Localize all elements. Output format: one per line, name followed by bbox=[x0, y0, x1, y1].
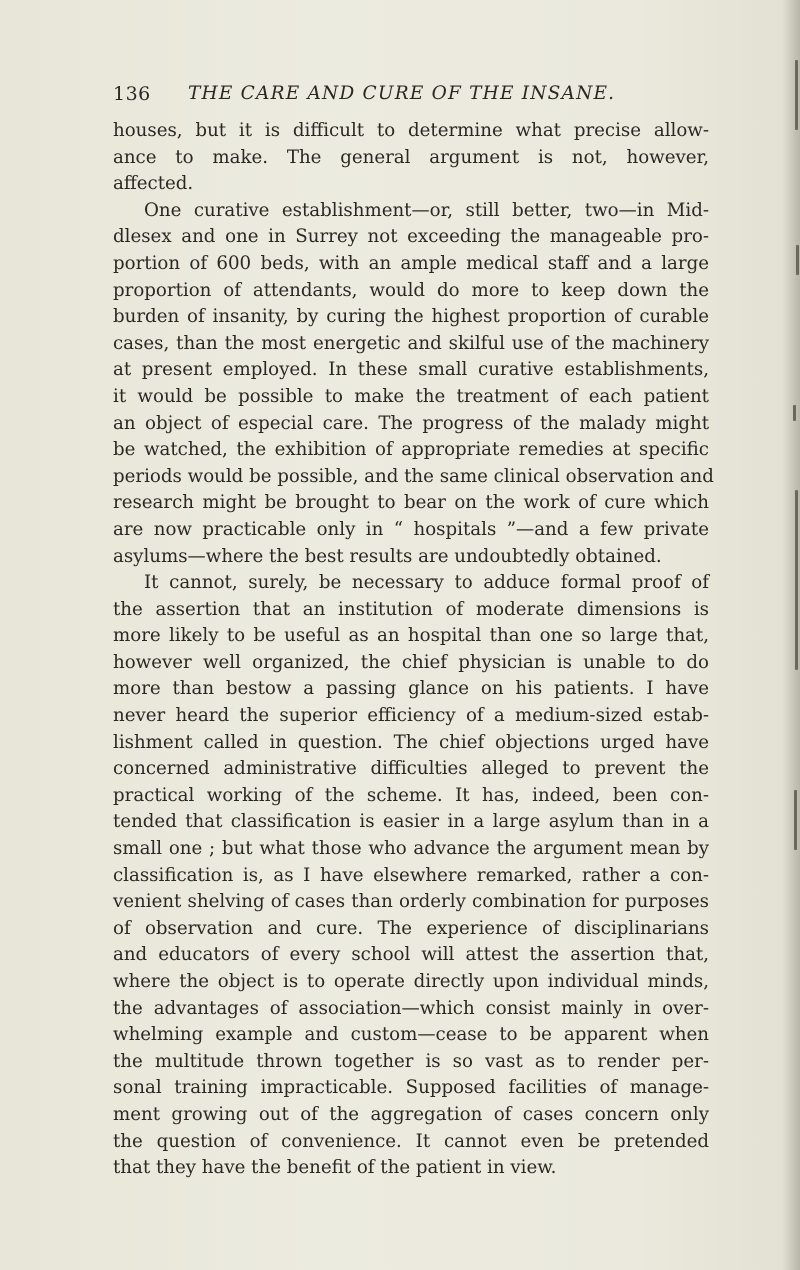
text-line: ance to make. The general argument is not, however, bbox=[113, 146, 709, 168]
text-line: proportion of attendants, would do more to keep down the bbox=[113, 279, 709, 301]
text-line: sonal training impracticable. Supposed facilities of manage- bbox=[113, 1077, 709, 1099]
text-line: small one ; but what those who advance the argument mean by bbox=[113, 838, 709, 860]
text-line: more likely to be useful as an hospital than one so large that, bbox=[113, 625, 709, 647]
text-line: an object of especial care. The progress of the malady might bbox=[113, 412, 709, 434]
text-line: dlesex and one in Surrey not exceeding the manageable pro- bbox=[113, 226, 709, 248]
text-line: practical working of the scheme. It has, indeed, been con- bbox=[113, 784, 709, 806]
text-line: at present employed. In these small curative establishments, bbox=[113, 359, 709, 381]
text-line: the question of convenience. It cannot even be pretended bbox=[113, 1130, 709, 1152]
text-line: One curative establishment—or, still better, two—in Mid- bbox=[144, 199, 709, 221]
edge-mark bbox=[795, 490, 798, 670]
text-line: that they have the benefit of the patient in view. bbox=[113, 1157, 557, 1179]
text-line: the advantages of association—which consist mainly in over- bbox=[113, 997, 709, 1019]
edge-mark bbox=[794, 790, 797, 850]
text-line: It cannot, surely, be necessary to adduce formal proof of bbox=[144, 572, 709, 594]
edge-mark bbox=[796, 245, 799, 275]
text-line: of observation and cure. The experience of disciplinarians bbox=[113, 917, 709, 939]
text-line: never heard the superior efficiency of a medium-sized estab- bbox=[113, 705, 709, 727]
text-line: asylums—where the best results are undoubtedly obtained. bbox=[113, 545, 662, 567]
text-line: be watched, the exhibition of appropriate remedies at specific bbox=[113, 439, 709, 461]
text-line: periods would be possible, and the same clinical observation and bbox=[113, 465, 714, 487]
text-line: houses, but it is difficult to determine what precise allow- bbox=[113, 120, 709, 141]
body-text bbox=[113, 118, 713, 1182]
text-line: whelming example and custom—cease to be apparent when bbox=[113, 1024, 709, 1046]
text-line: lishment called in question. The chief objections urged have bbox=[113, 731, 709, 753]
text-line: where the object is to operate directly upon individual minds, bbox=[113, 971, 709, 992]
text-line: concerned administrative difficulties alleged to prevent the bbox=[113, 758, 709, 780]
text-line: tended that classification is easier in a large asylum than in a bbox=[113, 811, 709, 833]
edge-mark bbox=[795, 60, 798, 130]
text-line: research might be brought to bear on the work of cure which bbox=[113, 492, 709, 514]
running-head: THE CARE AND CURE OF THE INSANE. bbox=[188, 83, 616, 104]
edge-mark bbox=[793, 405, 796, 421]
text-line: it would be possible to make the treatment of each patient bbox=[113, 385, 709, 407]
text-line: venient shelving of cases than orderly combination for purposes bbox=[113, 891, 709, 913]
text-line: and educators of every school will attest the assertion that, bbox=[113, 944, 709, 966]
page-header bbox=[113, 78, 673, 110]
text-line: are now practicable only in “ hospitals ”—and a few private bbox=[113, 518, 709, 540]
text-line: affected. bbox=[113, 173, 194, 195]
text-line: portion of 600 beds, with an ample medical staff and a large bbox=[113, 252, 709, 274]
text-line: burden of insanity, by curing the highest proportion of curable bbox=[113, 306, 709, 328]
page-number: 136 bbox=[113, 83, 151, 105]
text-line: classification is, as I have elsewhere remarked, rather a con- bbox=[113, 864, 709, 886]
text-line: the assertion that an institution of moderate dimensions is bbox=[113, 598, 709, 620]
text-line: however well organized, the chief physician is unable to do bbox=[113, 651, 709, 673]
text-line: the multitude thrown together is so vast as to render per- bbox=[113, 1050, 709, 1072]
text-line: cases, than the most energetic and skilful use of the machinery bbox=[113, 332, 709, 354]
text-line: ment growing out of the aggregation of cases concern only bbox=[113, 1103, 709, 1125]
text-line: more than bestow a passing glance on his patients. I have bbox=[113, 678, 709, 700]
